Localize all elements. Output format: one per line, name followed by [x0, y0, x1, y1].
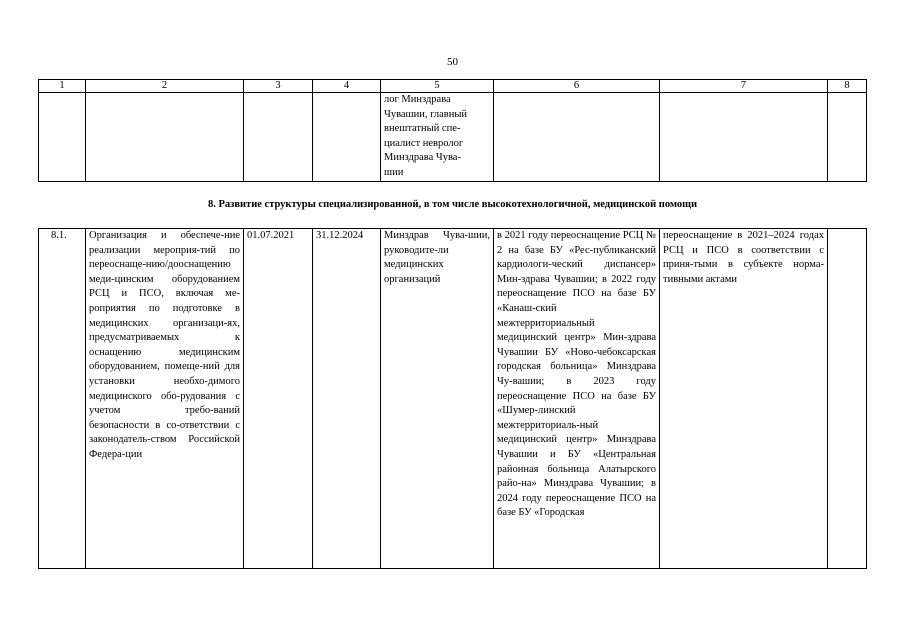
responsible-cell — [381, 93, 494, 182]
indicator-cell: переоснащение в 2021–2024 годах РСЦ и ПСО в соответствии с приня-тыми в субъекте норма-тивными актами — [660, 229, 828, 569]
section-heading-row — [39, 182, 867, 229]
table-cell — [86, 93, 244, 182]
responsible-cell: Минздрав Чува-шии, руководите-ли медицинских организаций — [381, 229, 494, 569]
column-header: 1 — [39, 80, 86, 93]
continuation-row — [39, 93, 867, 182]
table-cell — [244, 93, 313, 182]
row-number: 8.1. — [39, 229, 86, 569]
page-number: 50 — [447, 56, 458, 68]
table-cell — [494, 93, 660, 182]
note-cell — [828, 229, 867, 569]
column-header: 8 — [828, 80, 867, 93]
end-date-cell: 31.12.2024 — [313, 229, 381, 569]
table-cell — [828, 93, 867, 182]
column-header: 4 — [313, 80, 381, 93]
column-header: 2 — [86, 80, 244, 93]
measures-table — [38, 79, 867, 569]
text-line: шии — [384, 166, 404, 178]
section-title: 8. Развитие структуры специализированной, в том числе высокотехнологичной, медицинской помощи — [39, 182, 867, 229]
column-header: 5 — [381, 80, 494, 93]
table-cell — [39, 93, 86, 182]
result-cell: в 2021 году переоснащение РСЦ № 2 на базе БУ «Рес-публиканский кардиологи-ческий диспансер» Мин-здрава Чувашии; в 2022 году переоснащение ПСО на базе БУ «Канаш-ский межтерриториальный медицинский центр» Мин-здрава Чувашии БУ «Ново-чебоксарская городская больница» Минздрава Чу-вашии; в 2023 году переоснащение ПСО на базе БУ «Шумер-линский межтерриториаль-ный медицинский центр» Минздрава Чувашии и БУ «Центральная районная больница Алатырского райо-на» Минздрава Чувашии; в 2024 году переоснащение ПСО на базе БУ «Городская — [494, 229, 660, 569]
start-date-cell: 01.07.2021 — [244, 229, 313, 569]
text-line: внештатный спе- — [384, 123, 461, 135]
text-line: Чувашии, главный — [384, 108, 468, 120]
measure-cell: Организация и обеспече-ние реализации мероприя-тий по переоснаще-нию/дооснащению меди-цинским оборудованием РСЦ и ПСО, включая ме-роприятия по подготовке в медицинских организаци-ях, предусматриваемых к оснащению медицинским оборудованием, помеще-ний для установки необхо-димого медицинского обо-рудования с учетом требо-ваний безопасности в со-ответствии с законодатель-ством Российской Федера-ции — [86, 229, 244, 569]
column-header-row — [39, 80, 867, 93]
text-line: циалист невролог — [384, 137, 464, 149]
column-header: 3 — [244, 80, 313, 93]
text-line: Минздрава Чува- — [384, 152, 461, 164]
table-cell — [313, 93, 381, 182]
column-header: 6 — [494, 80, 660, 93]
table-cell — [660, 93, 828, 182]
text-line: лог Минздрава — [384, 94, 451, 105]
column-header: 7 — [660, 80, 828, 93]
table-row — [39, 229, 867, 569]
